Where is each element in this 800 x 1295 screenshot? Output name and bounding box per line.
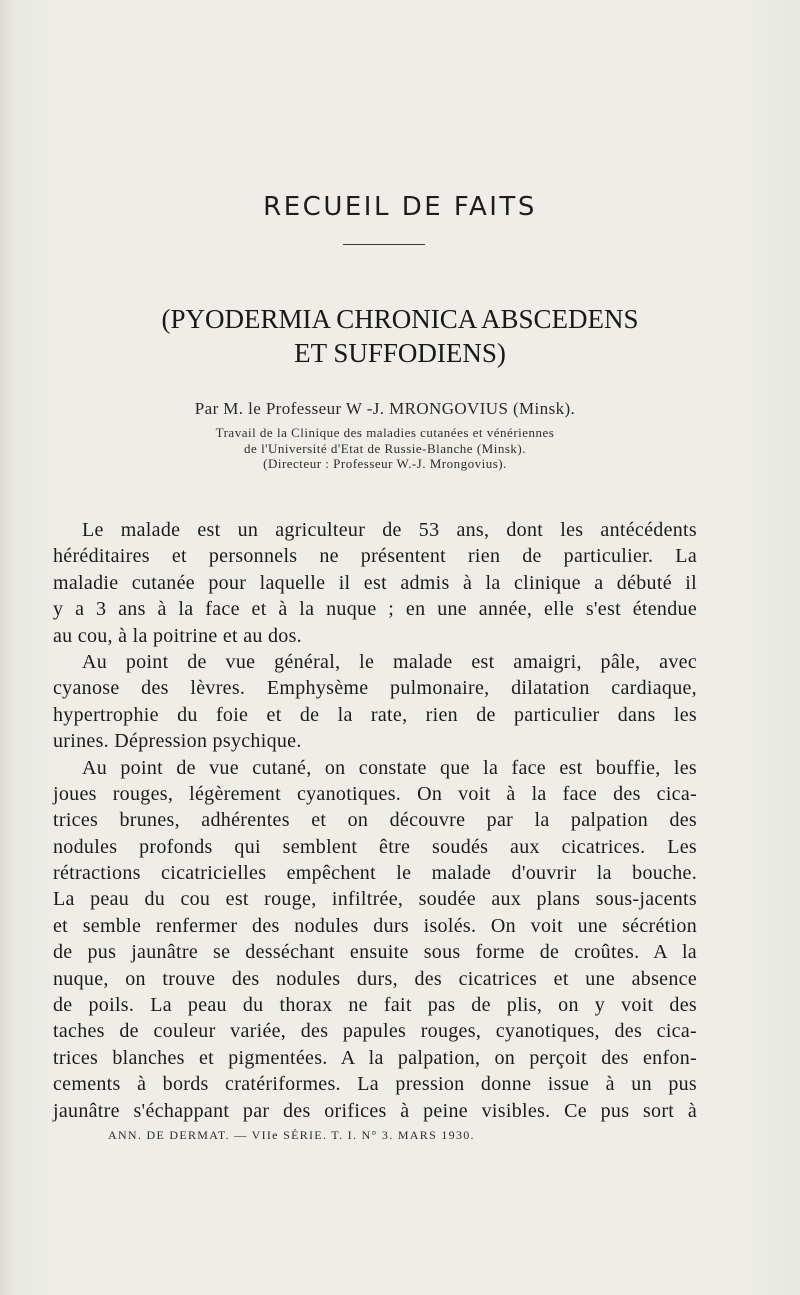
affiliation-line-3: (Directeur : Professeur W.-J. Mrongovius). <box>263 456 507 471</box>
body-line: et semble renfermer des nodules durs isolés. On voit une sécrétion <box>53 914 697 937</box>
heading-rule <box>343 244 425 245</box>
body-line: y a 3 ans à la face et à la nuque ; en une année, elle s'est étendue <box>53 598 697 621</box>
affiliation-line-1: Travail de la Clinique des maladies cutanées et vénériennes <box>215 425 555 440</box>
body-line: nodules profonds qui semblent être soudés aux cicatrices. Les <box>53 835 697 858</box>
affiliation-line-2: de l'Université d'Etat de Russie-Blanche (Minsk). <box>244 440 526 456</box>
body-line: Au point de vue général, le malade est amaigri, pâle, avec <box>82 650 697 673</box>
body-line: maladie cutanée pour laquelle il est admis à la clinique a débuté il <box>53 571 697 594</box>
article-title-line-2: ET SUFFODIENS) <box>294 338 506 368</box>
journal-footer: ANN. DE DERMAT. — VIIe SÉRIE. T. I. N° 3. MARS 1930. <box>108 1128 475 1142</box>
body-line: urines. Dépression psychique. <box>53 730 302 753</box>
body-line: trices blanches et pigmentées. A la palpation, on perçoit des enfon- <box>53 1046 697 1069</box>
affiliation <box>0 425 770 472</box>
author-byline: Par M. le Professeur W -J. MRONGOVIUS (Minsk). <box>194 399 576 418</box>
body-line: cements à bords cratériformes. La pression donne issue à un pus <box>53 1073 697 1096</box>
body-line: de poils. La peau du thorax ne fait pas de plis, on y voit des <box>53 994 697 1017</box>
body-line: nuque, on trouve des nodules durs, des cicatrices et une absence <box>53 967 697 990</box>
body-line: Le malade est un agriculteur de 53 ans, dont les antécédents <box>82 519 697 541</box>
body-line: au cou, à la poitrine et au dos. <box>53 624 302 647</box>
body-line: jaunâtre s'échappant par des orifices à peine visibles. Ce pus sort à <box>53 1099 697 1122</box>
body-line: de pus jaunâtre se desséchant ensuite sous forme de croûtes. A la <box>53 941 697 964</box>
article-title <box>0 302 800 370</box>
body-line: héréditaires et personnels ne présentent rien de particulier. La <box>53 545 697 568</box>
body-line: joues rouges, légèrement cyanotiques. On voit à la face des cica- <box>53 782 697 805</box>
body-line: taches de couleur variée, des papules rouges, cyanotiques, des cica- <box>53 1020 697 1043</box>
body-line: La peau du cou est rouge, infiltrée, soudée aux plans sous-jacents <box>53 888 697 911</box>
body-line: Au point de vue cutané, on constate que la face est bouffie, les <box>82 756 697 779</box>
body-line: rétractions cicatricielles empêchent le malade d'ouvrir la bouche. <box>53 862 697 885</box>
body-text <box>53 517 697 1124</box>
article-title-line-1: (PYODERMIA CHRONICA ABSCEDENS <box>161 304 639 334</box>
body-line: cyanose des lèvres. Emphysème pulmonaire, dilatation cardiaque, <box>53 677 697 700</box>
body-line: hypertrophie du foie et de la rate, rien de particulier dans les <box>53 703 697 726</box>
body-line: trices brunes, adhérentes et on découvre par la palpation des <box>53 809 697 832</box>
section-heading: RECUEIL DE FAITS <box>263 192 537 222</box>
